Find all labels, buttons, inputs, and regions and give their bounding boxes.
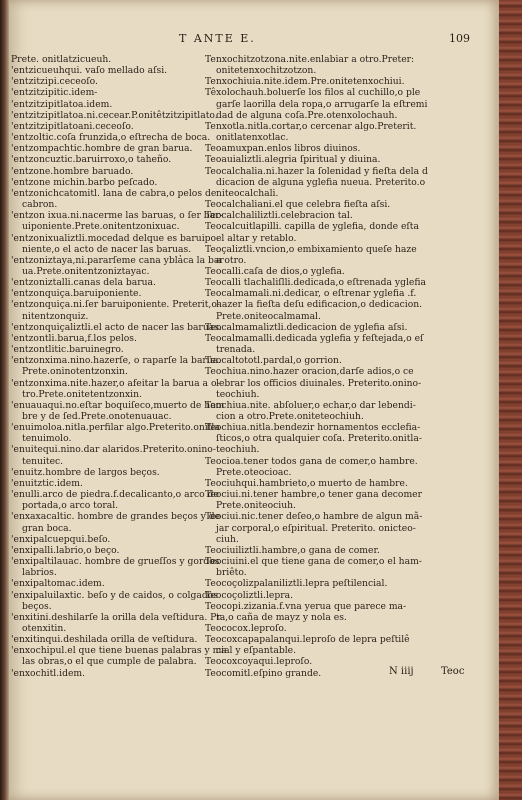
dictionary-entry (11, 288, 232, 299)
entry-line: 'entzonxima.nite.hazer,o afeitar la barua a o- (11, 377, 220, 389)
entry-continuation-line: portada,o arco toral. (22, 500, 119, 512)
entry-line: Teocalmamalli.dedicada yglefia y feſtejada,o eſ (205, 332, 424, 344)
entry-line: Têxolochauh.boluerſe los filos al cuchillo,o ple (205, 87, 421, 99)
entry-line: Teocioa.tener todos gana de comer,o hambre. (205, 455, 418, 467)
entry-continuation-line: garſe laorilla dela ropa,o arrugarſe la eſtremi (216, 98, 428, 110)
dictionary-entry (11, 76, 232, 87)
dictionary-entry (205, 277, 490, 288)
entry-continuation-line: hazer la fieſta deſu edificacion,o dedicacion. (216, 299, 423, 311)
entry-line: Teococox.leproſo. (205, 622, 287, 634)
entry-line: 'entzonichcatomitl. lana de cabra,o pelos de (11, 187, 217, 199)
entry-continuation-line: cabron. (22, 199, 58, 211)
entry-line: Tenxochitzotzona.nite.enlabiar a otro.Preter: (205, 54, 415, 65)
entry-line: Teocoçolizpalaniliztli.lepra peſtilencial. (205, 578, 388, 590)
dictionary-entry (11, 65, 232, 76)
dictionary-entry (11, 545, 232, 556)
entry-continuation-line: Prete.oninotentzonxin. (22, 366, 128, 378)
book-page (9, 0, 499, 800)
entry-continuation-line: tenuitec. (22, 455, 64, 467)
dictionary-entry (11, 478, 232, 489)
left-column (11, 54, 232, 679)
dictionary-entry (11, 590, 232, 612)
entry-line: 'enxochipul.el que tiene buenas palabras y ma (11, 645, 227, 657)
dictionary-entry (205, 121, 490, 143)
dictionary-entry (205, 478, 490, 489)
entry-continuation-line: tro.Prete.onitetentzonxin. (22, 388, 142, 400)
dictionary-entry (205, 422, 490, 455)
entry-continuation-line: nitentzonquiz. (22, 310, 89, 322)
entry-continuation-line: niente,o el acto de nacer las baruas. (22, 243, 192, 255)
dictionary-entry (11, 299, 232, 321)
catchword: Teoc (441, 666, 465, 677)
entry-continuation-line: uiponiente.Prete.onitentzonixuac. (22, 221, 180, 233)
dictionary-entry (11, 166, 232, 177)
entry-continuation-line: trenada. (216, 344, 256, 356)
entry-line: Teociuiliztli.hambre,o gana de comer. (205, 544, 380, 556)
dictionary-entry (11, 578, 232, 589)
dictionary-entry (205, 556, 490, 578)
dictionary-entry (11, 333, 232, 344)
entry-continuation-line: teochiuh. (216, 388, 260, 400)
entry-line: 'enuitequi.nino.dar alaridos.Preterito.onino- (11, 444, 216, 456)
entry-continuation-line: onitlatenxotlac. (216, 132, 289, 144)
entry-line: Teociuini.el que tiene gana de comer,o el ham- (205, 556, 422, 568)
dictionary-entry (205, 355, 490, 366)
entry-line: 'entzontli.barua,f.los pelos. (11, 332, 137, 344)
entry-line: 'entzoniztalli.canas dela barua. (11, 277, 156, 289)
entry-continuation-line: beços. (22, 600, 52, 612)
entry-continuation-line: ciuh. (216, 533, 239, 545)
dictionary-entry (205, 333, 490, 355)
dictionary-entry (11, 612, 232, 634)
book-binding-edge (0, 0, 9, 800)
dictionary-entry (205, 221, 490, 243)
dictionary-entry (11, 355, 232, 377)
dictionary-entry (205, 366, 490, 399)
entry-continuation-line: dicacion de alguna yglefia nueua. Preterito.o (216, 176, 426, 188)
dictionary-entry (11, 400, 232, 422)
entry-line: 'entzitzipitlatoani.ceceoſo. (11, 120, 134, 132)
entry-continuation-line: dad de alguna coſa.Pre.otenxolochauh. (216, 109, 398, 121)
running-head-title: T ANTE E. (179, 32, 256, 45)
page-edge-binding (499, 0, 522, 800)
dictionary-entry (11, 255, 232, 277)
entry-line: Teocalchaliani.el que celebra fieſta aſsi. (205, 199, 391, 211)
entry-line: Teocalchaliliztli.celebracion tal. (205, 210, 353, 222)
dictionary-entry (11, 322, 232, 333)
dictionary-entry (205, 244, 490, 266)
entry-line: Teocalmamali.ni.dedicar, o eſtrenar yglefia .f. (205, 288, 417, 300)
dictionary-entry (11, 344, 232, 355)
dictionary-entry (11, 467, 232, 478)
dictionary-entry (11, 121, 232, 132)
entry-line: 'enxipaltilauac. hombre de grueſſos y gordos (11, 556, 220, 568)
dictionary-entry (205, 456, 490, 478)
entry-line: Teoauializtli.alegria ſpiritual y diuina. (205, 154, 381, 166)
entry-continuation-line: las obras,o el que cumple de palabra. (22, 656, 197, 668)
dictionary-entry (11, 87, 232, 98)
entry-continuation-line: ua.Prete.onitentzoniztayac. (22, 265, 150, 277)
dictionary-entry (11, 210, 232, 232)
entry-line: 'enxitinqui.deshilada orilla de veſtidura. (11, 634, 198, 646)
dictionary-entry (205, 166, 490, 199)
entry-line: Teocomitl.eſpino grande. (205, 667, 322, 679)
entry-line: 'enulli.arco de piedra.f.decalicanto,o arco de (11, 489, 219, 501)
dictionary-entry (11, 444, 232, 466)
entry-line: 'entzitzipitlatoa.ni.cecear.P.onitêtzitzipitlato. (11, 109, 218, 121)
entry-continuation-line: teochiuh. (216, 444, 260, 456)
dictionary-entry (11, 110, 232, 121)
entry-line: Teocalchalia.ni.hazer la ſolenidad y fieſta dela d (205, 165, 428, 177)
entry-continuation-line: Prete.oniteociuh. (216, 500, 296, 512)
dictionary-entry (11, 132, 232, 143)
dictionary-entry (205, 601, 490, 623)
entry-line: 'enxaxacaltic. hombre de grandes beços y de (11, 511, 221, 523)
entry-continuation-line: jar corporal,o eſpiritual. Preterito. onicteo- (216, 522, 416, 534)
dictionary-entry (11, 422, 232, 444)
entry-line: Teocalli tlachaliſlli.dedicada,o eſtrenada yglefia (205, 277, 426, 289)
entry-line: 'entzicueuhqui. vaſo mellado aſsi. (11, 65, 168, 77)
entry-line: 'enuauaqui.no.eſtar boquiſeco,muerto de ham (11, 399, 225, 411)
entry-line: Teociuhqui.hambrieto,o muerto de hambre. (205, 477, 408, 489)
running-head (9, 30, 499, 46)
entry-line: 'enxipaltomac.idem. (11, 578, 105, 590)
entry-line: 'entzonquiçaliztli.el acto de nacer las baruas. (11, 321, 222, 333)
dictionary-entry (205, 199, 490, 210)
dictionary-entry (11, 489, 232, 511)
entry-line: Teocalli.caſa de dios,o yglefia. (205, 265, 345, 277)
entry-line: 'enxipalli.labrio,o beço. (11, 544, 120, 556)
dictionary-entry (11, 378, 232, 400)
dictionary-entry (205, 634, 490, 656)
dictionary-entry (205, 489, 490, 511)
dictionary-entry (11, 188, 232, 210)
entry-continuation-line: tenuimolo. (22, 433, 72, 445)
entry-continuation-line: cial y eſpantable. (216, 645, 296, 657)
entry-line: Teocalcuitlapilli. capilla de yglefia, donde eſta (205, 221, 419, 233)
dictionary-entry (11, 511, 232, 533)
entry-line: 'entzonquiça.baruiponiente. (11, 288, 142, 300)
dictionary-entry (11, 233, 232, 255)
dictionary-entry (205, 511, 490, 544)
dictionary-entry (11, 99, 232, 110)
entry-line: 'enuitztic.idem. (11, 477, 83, 489)
entry-line: 'entzoltic.coſa frunzida,o eſtrecha de boca. (11, 132, 211, 144)
entry-line: 'entzoniztaya,ni.pararſeme cana ybla̓ca la bar (11, 254, 224, 266)
entry-line: 'entzitzipi.ceceoſo. (11, 76, 98, 88)
dictionary-entry (205, 266, 490, 277)
dictionary-entry (11, 534, 232, 545)
dictionary-entry (205, 143, 490, 154)
entry-line: 'enuimoloa.nitla.perfilar algo.Preterito.onitla (11, 422, 220, 434)
dictionary-entry (11, 177, 232, 188)
entry-line: Teocaltototl.pardal,o gorrion. (205, 355, 342, 367)
dictionary-entry (11, 556, 232, 578)
dictionary-entry (11, 54, 232, 65)
entry-line: Teochiua.nitla.bendezir hornamentos ecclefia- (205, 422, 421, 434)
entry-continuation-line: el altar y retablo. (216, 232, 297, 244)
entry-line: 'enxipaluilaxtic. beſo y de caidos, o colgados (11, 589, 218, 601)
folio-number: 109 (449, 32, 470, 45)
entry-continuation-line: otenxitin. (22, 622, 67, 634)
right-column (205, 54, 490, 679)
entry-line: 'entzonquiça.ni.ſer baruiponiente. Preterit,o- (11, 299, 220, 311)
entry-line: 'enuitz.hombre de largos beços. (11, 466, 160, 478)
entry-line: 'entzontlitic.baruinegro. (11, 344, 124, 356)
entry-line: 'enxochitl.idem. (11, 667, 86, 679)
entry-continuation-line: labrios. (22, 567, 57, 579)
entry-continuation-line: Prete.oniteocalmamal. (216, 310, 321, 322)
entry-line: Teocoxcapapalanqui.leproſo de lepra peſtilê (205, 634, 410, 646)
entry-line: 'enxipalcuepqui.beſo. (11, 533, 111, 545)
dictionary-entry (11, 645, 232, 667)
entry-line: Tenxotla.nitla.cortar,o cercenar algo.Preterit. (205, 120, 417, 132)
entry-continuation-line: ta,o caña de mayz y nola es. (216, 611, 347, 623)
entry-line: Teoçaliztli.vncion,o embixamiento queſe haze (205, 243, 417, 255)
entry-continuation-line: briêto. (216, 567, 247, 579)
entry-line: Teocalmamaliztli.dedicacion de yglefia aſsi. (205, 321, 408, 333)
entry-continuation-line: lebrar los officios diuinales. Preterito.onino- (216, 377, 422, 389)
dictionary-entry (205, 322, 490, 333)
dictionary-entry (205, 76, 490, 87)
dictionary-entry (205, 400, 490, 422)
entry-line: 'entzone.hombre baruado. (11, 165, 134, 177)
entry-line: Teoamuxpan.enlos libros diuinos. (205, 143, 361, 155)
entry-line: Teociui.nic.tener deſeo,o hambre de algun mã- (205, 511, 423, 523)
dictionary-entry (11, 154, 232, 165)
entry-line: Teocoçoliztli.lepra. (205, 589, 293, 601)
entry-continuation-line: bre y de ſed.Prete.onotenuauac. (22, 411, 172, 422)
entry-line: Teocoxcoyaqui.leproſo. (205, 656, 313, 668)
entry-continuation-line: onitetenxochitzotzon. (216, 65, 317, 77)
dictionary-entry (11, 634, 232, 645)
dictionary-entry (205, 545, 490, 556)
entry-continuation-line: cion a otro.Prete.oniteteochiuh. (216, 411, 364, 422)
entry-line: Teociui.ni.tener hambre,o tener gana decomer (205, 489, 423, 501)
entry-continuation-line: Prete.oteocioac. (216, 466, 292, 478)
entry-line: 'entzitzipitlatoa.idem. (11, 98, 113, 110)
entry-line: Teochiua.nino.hazer oracion,darſe adios,o ce (205, 366, 414, 378)
dictionary-entry (205, 210, 490, 221)
entry-line: Teochiua.nite. abſoluer,o echar,o dar lebendi- (205, 399, 416, 411)
entry-line: Teocopi.zizania.f.vna yerua que parece ma- (205, 600, 407, 612)
dictionary-entry (11, 143, 232, 154)
dictionary-entry (205, 623, 490, 634)
entry-line: 'entzitzipitic.idem- (11, 87, 98, 99)
page-footer (9, 666, 499, 680)
entry-line: 'enxitini.deshilarſe la orilla dela veſtidura. Pr. (11, 611, 223, 623)
dictionary-entry (205, 54, 490, 76)
signature-mark: N iiij (389, 666, 414, 677)
entry-line: Tenxochiuia.nite.idem.Pre.onitetenxochiui. (205, 76, 405, 88)
dictionary-entry (205, 87, 490, 120)
entry-line: 'entzoncuztic.baruirroxo,o taheño. (11, 154, 172, 166)
dictionary-entry (205, 590, 490, 601)
entry-continuation-line: niteocalchali. (216, 187, 279, 199)
entry-continuation-line: gran boca. (22, 522, 72, 534)
entry-line: 'entzonixualiztli.mocedad delque es baruipo- (11, 232, 220, 244)
entry-continuation-line: a otro. (216, 254, 247, 266)
entry-continuation-line: ſticos,o otra qualquier coſa. Preterito.onitla- (216, 433, 422, 445)
dictionary-entry (11, 277, 232, 288)
dictionary-entry (205, 288, 490, 321)
entry-line: 'entzon ixua.ni.nacerme las baruas, o ſer bar- (11, 210, 223, 222)
entry-line: Prete. onitlatzicueuh. (11, 54, 112, 65)
dictionary-entry (205, 154, 490, 165)
entry-line: 'entzone michin.barbo peſcado. (11, 176, 158, 188)
dictionary-entry (205, 578, 490, 589)
entry-line: 'entzonxima.nino.hazerſe, o raparſe la barua. (11, 355, 222, 367)
entry-line: 'entzompachtic.hombre de gran barua. (11, 143, 193, 155)
